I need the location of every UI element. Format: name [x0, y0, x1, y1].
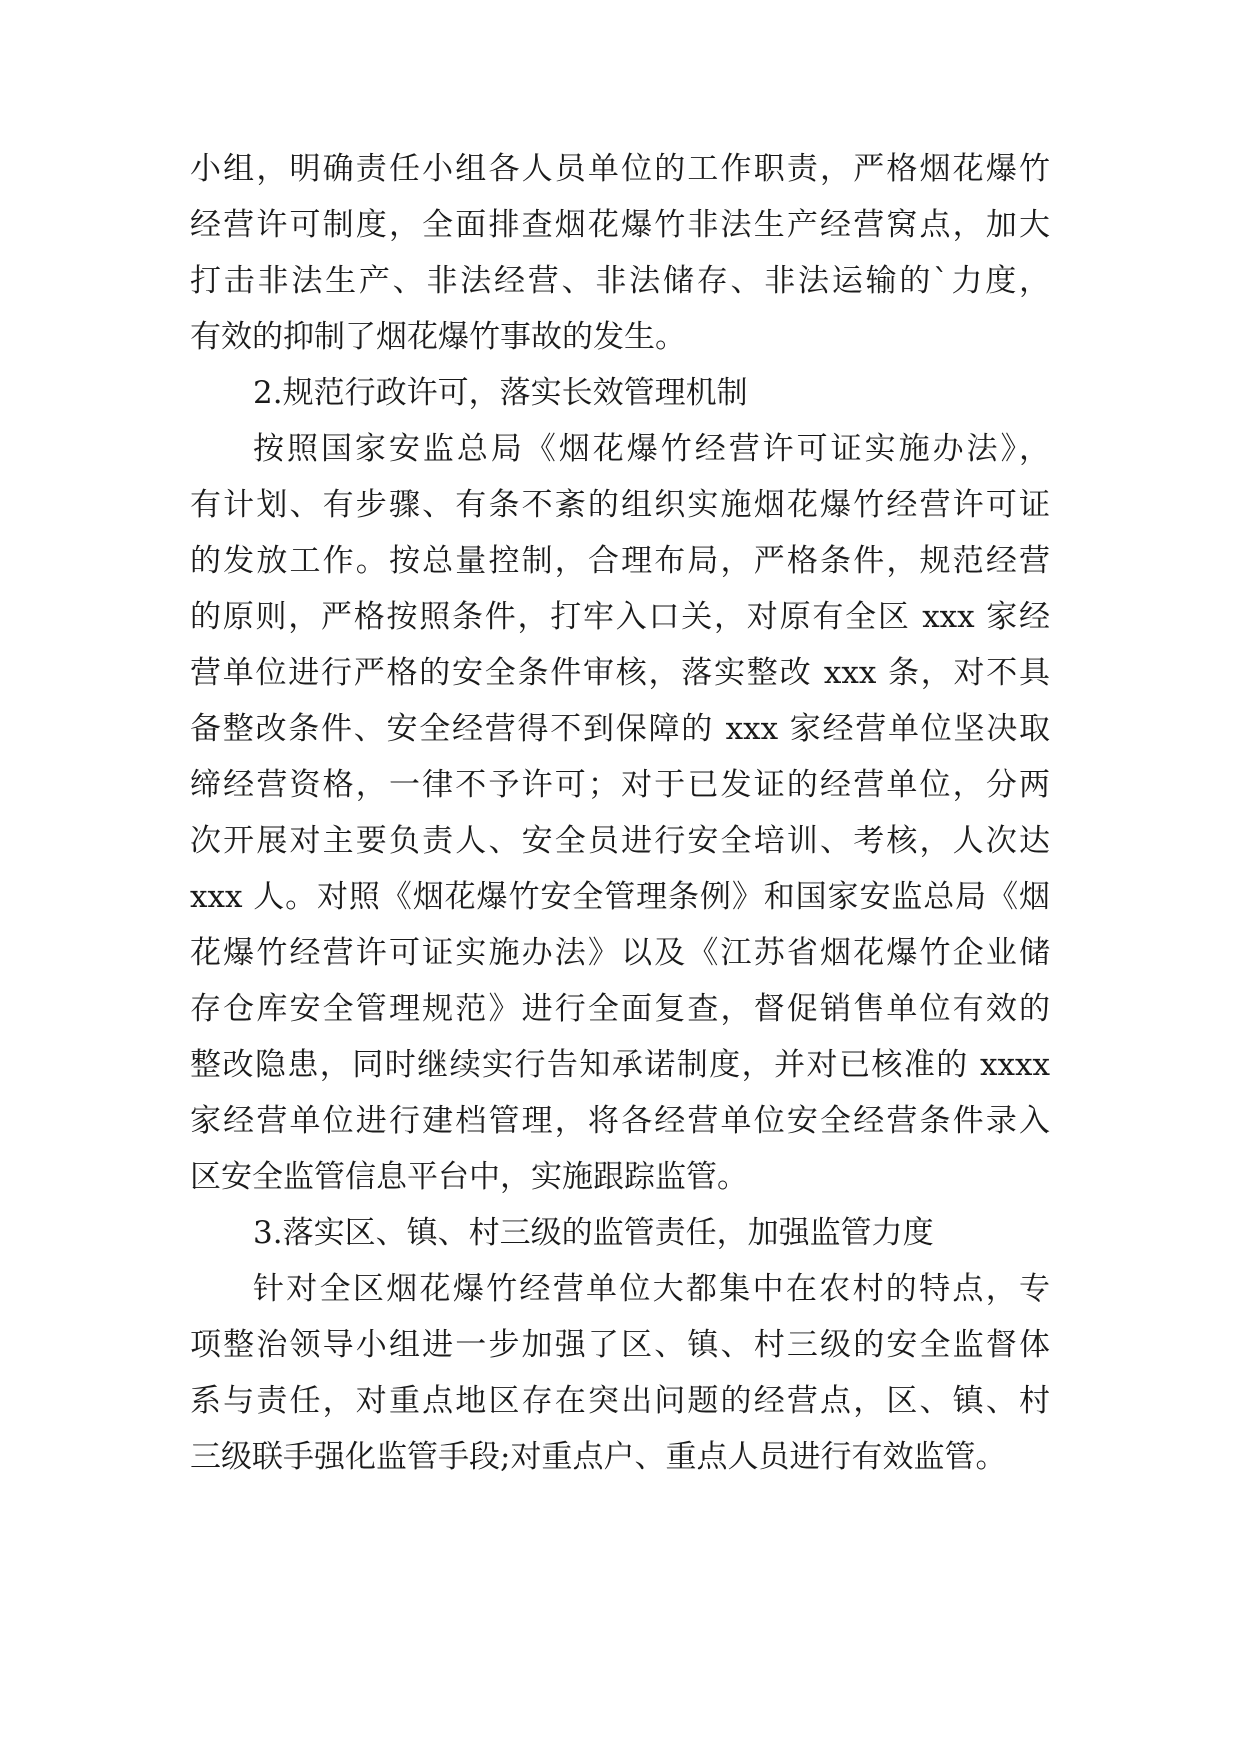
paragraph-line: 存仓库安全管理规范》进行全面复查，督促销售单位有效的: [190, 991, 1050, 1027]
paragraph-line: 营单位进行严格的安全条件审核，落实整改 xxx 条，对不具: [190, 655, 1050, 691]
paragraph-line: 按照国家安监总局《烟花爆竹经营许可证实施办法》，: [253, 431, 1050, 467]
paragraph-line: 系与责任，对重点地区存在突出问题的经营点，区、镇、村: [190, 1383, 1050, 1419]
paragraph-line: 有计划、有步骤、有条不紊的组织实施烟花爆竹经营许可证: [190, 487, 1050, 523]
section-heading: 2.规范行政许可，落实长效管理机制: [253, 375, 748, 411]
paragraph-line: 备整改条件、安全经营得不到保障的 xxx 家经营单位坚决取: [190, 711, 1050, 747]
paragraph-line: 花爆竹经营许可证实施办法》以及《江苏省烟花爆竹企业储: [190, 935, 1050, 971]
paragraph-line: xxx 人。对照《烟花爆竹安全管理条例》和国家安监总局《烟: [190, 879, 1050, 915]
paragraph-line: 区安全监管信息平台中，实施跟踪监管。: [190, 1159, 748, 1195]
paragraph-line: 家经营单位进行建档管理，将各经营单位安全经营条件录入: [190, 1103, 1050, 1139]
paragraph-line: 打击非法生产、非法经营、非法储存、非法运输的`力度，: [190, 263, 1050, 299]
paragraph-line: 缔经营资格，一律不予许可；对于已发证的经营单位，分两: [190, 767, 1050, 803]
paragraph-line: 针对全区烟花爆竹经营单位大都集中在农村的特点，专: [253, 1271, 1050, 1307]
paragraph-line: 整改隐患，同时继续实行告知承诺制度，并对已核准的 xxxx: [190, 1047, 1050, 1083]
paragraph-line: 的发放工作。按总量控制，合理布局，严格条件，规范经营: [190, 543, 1050, 579]
paragraph-line: 的原则，严格按照条件，打牢入口关，对原有全区 xxx 家经: [190, 599, 1050, 635]
section-heading: 3.落实区、镇、村三级的监管责任，加强监管力度: [253, 1215, 934, 1251]
paragraph-line: 项整治领导小组进一步加强了区、镇、村三级的安全监督体: [190, 1327, 1050, 1363]
paragraph-line: 次开展对主要负责人、安全员进行安全培训、考核，人次达: [190, 823, 1050, 859]
paragraph-line: 经营许可制度，全面排查烟花爆竹非法生产经营窝点，加大: [190, 207, 1050, 243]
paragraph-line: 小组，明确责任小组各人员单位的工作职责，严格烟花爆竹: [190, 151, 1050, 187]
paragraph-line: 有效的抑制了烟花爆竹事故的发生。: [190, 319, 686, 355]
paragraph-line: 三级联手强化监管手段;对重点户、重点人员进行有效监管。: [190, 1439, 1007, 1475]
